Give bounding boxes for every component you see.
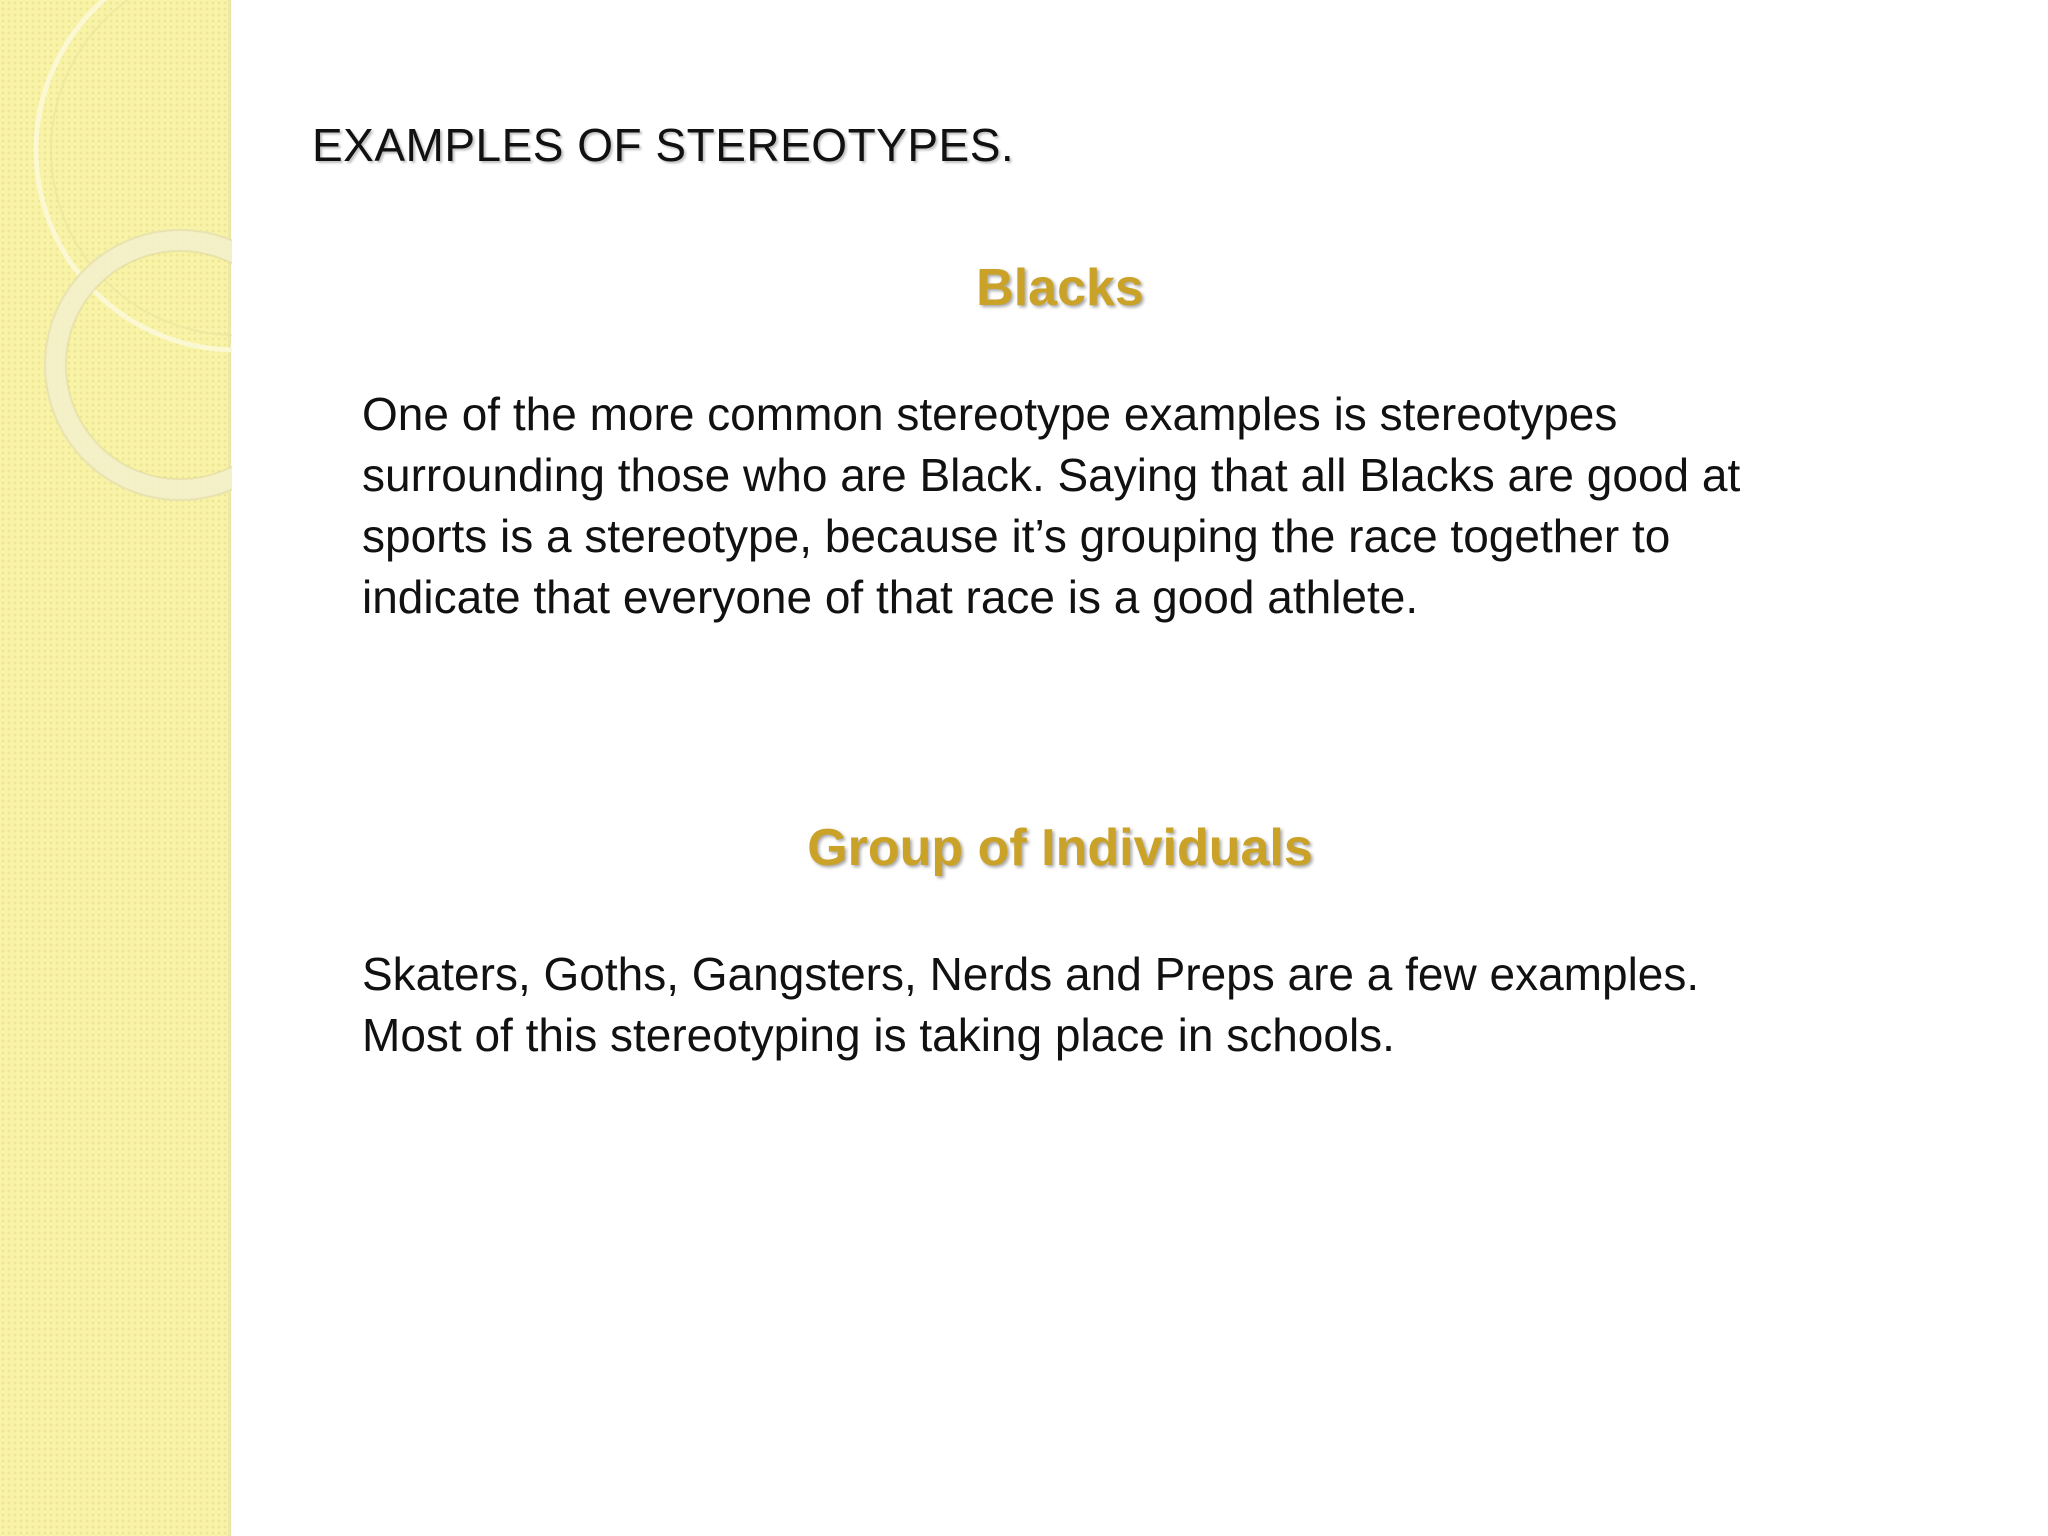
decorative-rings-graphic: [0, 0, 232, 520]
section-heading-blacks: Blacks: [976, 259, 1144, 317]
slide-title: EXAMPLES OF STEREOTYPES.: [312, 119, 1015, 171]
section-body-blacks: One of the more common stereotype examples is stereotypes surrounding those who are Black. Saying that all Blacks are good at sports is a stereotype, because it’s grouping the race together to indicate that everyone of that race is a good athlete.: [362, 388, 1741, 623]
section-heading-group-of-individuals: Group of Individuals: [807, 819, 1313, 877]
section-body-group-of-individuals: Skaters, Goths, Gangsters, Nerds and Preps are a few examples. Most of this stereotyping is taking place in schools.: [362, 948, 1700, 1061]
decorative-side-band: [0, 0, 231, 1536]
